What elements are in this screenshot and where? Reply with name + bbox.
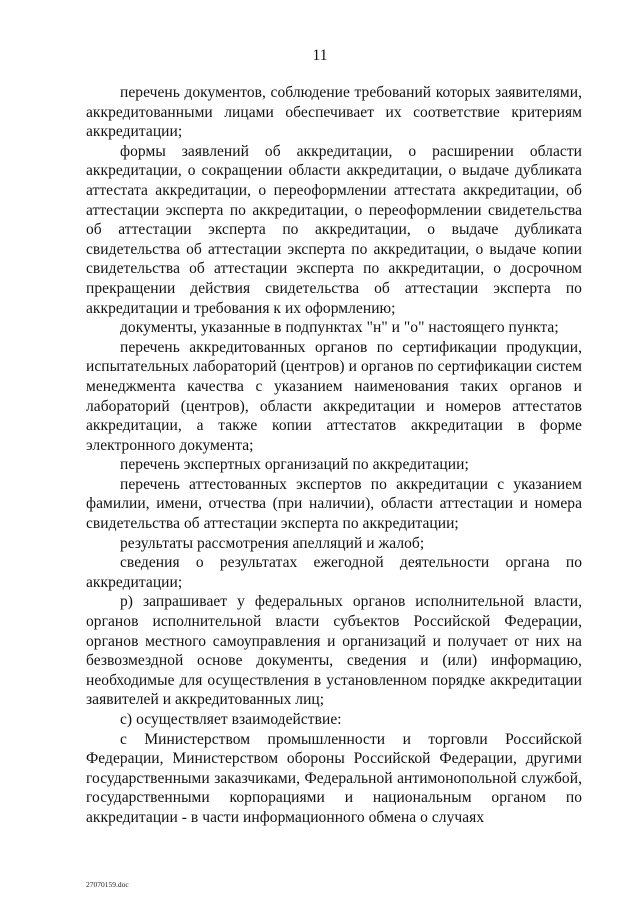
document-body	[86, 83, 582, 828]
paragraph: с Министерством промышленности и торговли Российской Федерации, Министерством обороны Российской Федерации, другими государственными заказчиками, Федеральной антимонопольной службой, государственными корпорациями и национальным органом по аккредитации - в части информационного обмена о случаях	[86, 730, 582, 826]
paragraph: сведения о результатах ежегодной деятельности органа по аккредитации;	[86, 554, 582, 591]
paragraph: документы, указанные в подпунктах "н" и "о" настоящего пункта;	[120, 319, 559, 337]
footer-doc-code: 27070159.doc	[86, 880, 129, 889]
paragraph: перечень аккредитованных органов по сертификации продукции, испытательных лабораторий (центров) и органов по сертификации систем менеджмента качества с указанием наименования таких органов и лабораторий (центров), области аккредитации и номеров аттестатов аккредитации, а также копии аттестатов аккредитации в форме электронного документа;	[86, 338, 582, 454]
paragraph: перечень документов, соблюдение требований которых заявителями, аккредитованными лицами обеспечивает их соответствие критериям аккредитации;	[86, 84, 582, 141]
paragraph: результаты рассмотрения апелляций и жалоб;	[120, 534, 425, 552]
paragraph: формы заявлений об аккредитации, о расширении области аккредитации, о сокращении области аккредитации, о выдаче дубликата аттестата аккредитации, о переоформлении аттестата аккредитации, об аттестации эксперта по аккредитации, о переоформлении свидетельства об аттестации эксперта по аккредитации, о выдаче дубликата свидетельства об аттестации эксперта по аккредитации, о выдаче копии свидетельства об аттестации эксперта по аккредитации, о досрочном прекращении действия свидетельства об аттестации эксперта по аккредитации и требования к их оформлению;	[86, 142, 582, 317]
paragraph: перечень экспертных организаций по аккредитации;	[120, 456, 469, 474]
paragraph: перечень аттестованных экспертов по аккредитации с указанием фамилии, имени, отчества (при наличии), области аттестации и номера свидетельства об аттестации эксперта по аккредитации;	[86, 475, 582, 533]
page-number: 11	[312, 47, 328, 64]
paragraph: р) запрашивает у федеральных органов исполнительной власти, органов исполнительной власти субъектов Российской Федерации, органов местного самоуправления и организаций и получает от них на безвозмездной основе документы, сведения и (или) информацию, необходимые для осуществления в установленном порядке аккредитации заявителей и аккредитованных лиц;	[86, 593, 582, 709]
paragraph: с) осуществляет взаимодействие:	[120, 711, 342, 728]
